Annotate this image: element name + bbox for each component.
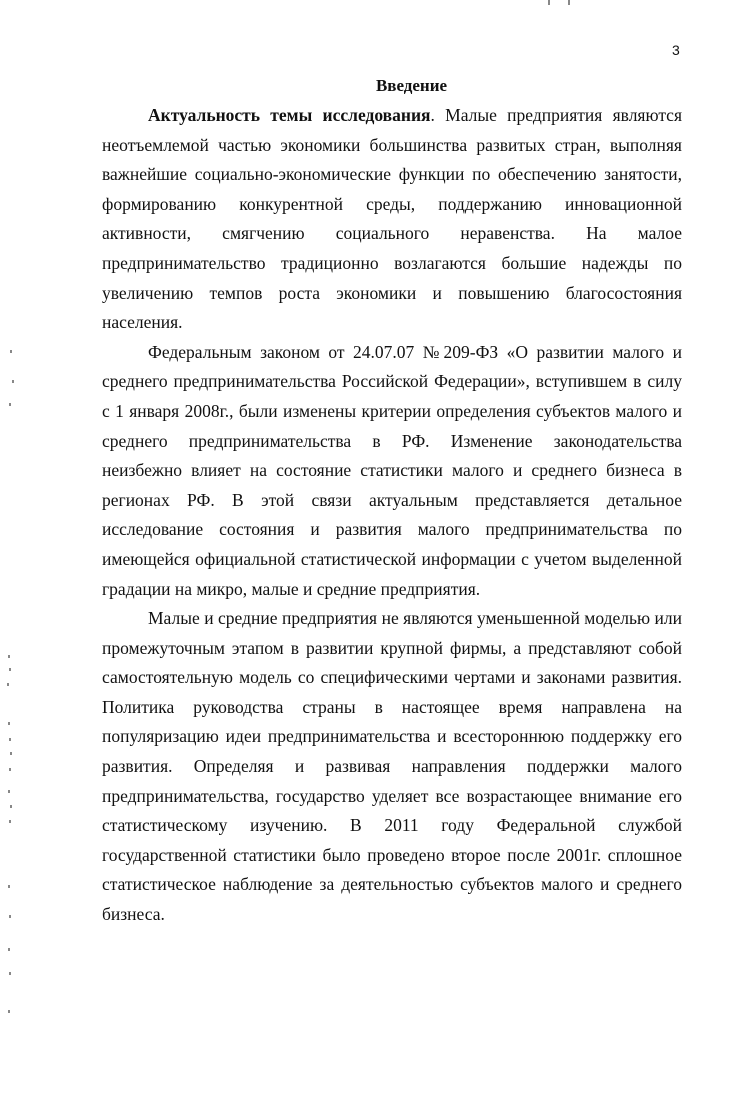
scan-top-artifacts xyxy=(540,0,580,10)
scan-margin-artifacts xyxy=(0,0,30,1100)
page-number: 3 xyxy=(672,42,680,58)
paragraph-small-business-model: Малые и средние предприятия не являются уменьшенной моделью или промежуточным этапом в развитии крупной фирмы, а представляют собой самостоятельную модель со специфическими чертами и законами развития. Политика руководства страны в настоящее время направлена на популяризацию идеи предпринимательства и всестороннюю поддержку его развития. Определяя и развивая направления поддержки малого предпринимательства, государство уделяет все возрастающее внимание его статистическому изучению. В 2011 году Федеральной службой государственной статистики было проведено второе после 2001г. сплошное статистическое наблюдение за деятельностью субъектов малого и среднего бизнеса. xyxy=(102,608,682,925)
paragraph-federal-law: Федеральным законом от 24.07.07 №209-ФЗ «О развитии малого и среднего предпринимательства Российской Федерации», вступившем в силу с 1 января 2008г., были изменены критерии определения субъектов малого и среднего предпринимательства в РФ. Изменение законодательства неизбежно влияет на состояние статистики малого и среднего бизнеса в регионах РФ. В этой связи актуальным представляется детальное исследование состояния и развития малого предпринимательства по имеющейся официальной статистической информации с учетом выделенной градации на микро, малые и средние предприятия. xyxy=(102,341,682,599)
paragraph-relevance xyxy=(102,101,682,338)
paragraph-text: . Малые предприятия являются неотъемлемой частью экономики большинства развитых стран, выполняя важнейшие социально-экономические функции по обеспечению занятости, формированию конкурентной среды, поддержанию инновационной активности, смягчению социального неравенства. На малое предпринимательство традиционно возлагаются большие надежды по увеличению темпов роста экономики и повышению благосостояния населения. xyxy=(102,105,682,333)
page-title: Введение xyxy=(375,76,448,95)
paragraph-lead-title: Актуальность темы исследования xyxy=(148,105,431,125)
document-body xyxy=(102,101,682,930)
